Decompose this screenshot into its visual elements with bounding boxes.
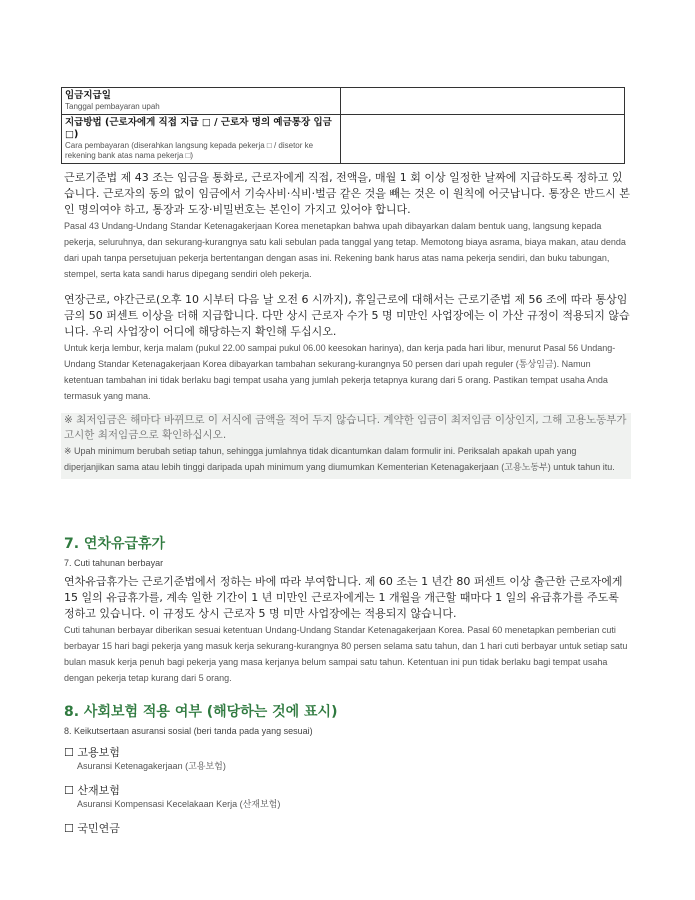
employment-insurance-ko: 고용보험 <box>77 746 120 759</box>
wage-principle-ko: 근로기준법 제 43 조는 임금을 통화로, 근로자에게 직접, 전액을, 매월 1 회 이상 일정한 날짜에 지급하도록 정하고 있습니다. 근로자의 동의 없이 임금에서 기숙사비·식비·벌금 같은 것을 빼는 것은 이 원칙에 어긋납니다. 통장은 반드시 본인 명의여야 하고, 통장과 도장·비밀번호는 본인이 가지고 있어야 합니다. <box>64 171 630 216</box>
table-row <box>62 88 625 115</box>
overtime-id: Untuk kerja lembur, kerja malam (pukul 22.00 sampai pukul 06.00 keesokan harinya), dan kerja pada hari libur, menurut Pasal 56 Undang-Undang Standar Ketenagakerjaan Korea dibayarkan tambahan sekurang-kurangnya 50 persen dari upah reguler (통상임금). Namun ketentuan tambahan ini tidak berlaku bagi tempat usaha yang jumlah pekerja tetapnya kurang dari 5 orang. Pastikan tempat usaha Anda termasuk yang mana. <box>64 343 616 401</box>
section-8-title: 8. 사회보험 적용 여부 (해당하는 것에 표시) <box>64 704 338 720</box>
checkbox-icon[interactable]: ☐ <box>64 784 74 797</box>
overtime-ko: 연장근로, 야간근로(오후 10 시부터 다음 날 오전 6 시까지), 휴일근로에 대해서는 근로기준법 제 56 조에 따라 통상임금의 50 퍼센트 이상을 더해 지급합니다. 다만 상시 근로자 수가 5 명 미만인 사업장에는 이 가산 규정이 적용되지 않습니다. 우리 사업장이 어디에 해당하는지 확인해 두십시오. <box>64 293 630 338</box>
wage-principle-paragraph <box>64 170 632 282</box>
wage-payment-table <box>61 87 625 164</box>
payday-label-id: Tanggal pembayaran upah <box>65 102 160 111</box>
annual-leave-id: Cuti tahunan berbayar diberikan sesuai ketentuan Undang-Undang Standar Ketenagakerjaan Korea. Pasal 60 menetapkan pemberian cuti berbayar 15 hari bagi pekerja yang masuk kerja sekurang-kurangnya 80 persen selama satu tahun, dan 1 hari cuti berbayar untuk setiap satu bulan masuk kerja penuh bagi pekerja yang masa kerjanya belum sampai satu tahun. Ketentuan ini pun tidak berlaku bagi tempat usaha dengan pekerja tetap kurang dari 5 orang. <box>64 625 628 683</box>
annual-leave-ko: 연차유급휴가는 근로기준법에서 정하는 바에 따라 부여합니다. 제 60 조는 1 년간 80 퍼센트 이상 출근한 근로자에게 15 일의 유급휴가를, 계속 일한 기간이 1 년 미만인 근로자에게는 1 개월을 개근할 때마다 1 일의 유급휴가를 주도록 정하고 있습니다. 이 규정도 상시 근로자 5 명 미만 사업장에는 적용되지 않습니다. <box>64 575 623 620</box>
wage-principle-id: Pasal 43 Undang-Undang Standar Ketenagakerjaan Korea menetapkan bahwa upah dibayarkan dalam bentuk uang, langsung kepada pekerja, seluruhnya, dan sekurang-kurangnya satu kali sebulan pada tanggal yang tetap. Memotong biaya asrama, biaya makan, atau denda dari upah tanpa persetujuan pekerja bertentangan dengan asas ini. Rekening bank harus atas nama pekerja sendiri, dan buku tabungan, stempel, serta kata sandi harus dipegang sendiri oleh pekerja. <box>64 221 626 279</box>
payment-method-value-cell[interactable] <box>341 115 625 164</box>
table-row <box>62 115 625 164</box>
payday-value-cell[interactable] <box>341 88 625 115</box>
checkbox-icon[interactable]: ☐ <box>64 822 74 835</box>
payday-label-ko: 임금지급일 <box>65 90 111 101</box>
minimum-wage-note-ko: ※ 최저임금은 해마다 바뀌므로 이 서식에 금액을 적어 두지 않습니다. 계약한 임금이 최저임금 이상인지, 그해 고용노동부가 고시한 최저임금으로 확인하십시오. <box>64 414 627 441</box>
section-7-title: 7. 연차유급휴가 <box>64 536 166 552</box>
industrial-accident-insurance-option[interactable] <box>64 784 280 810</box>
national-pension-ko: 국민연금 <box>77 822 120 835</box>
industrial-accident-insurance-id: Asuransi Kompensasi Kecelakaan Kerja (산재보험) <box>77 799 281 809</box>
employment-insurance-id: Asuransi Ketenagakerjaan (고용보험) <box>77 761 226 771</box>
payment-method-label-cell <box>62 115 341 164</box>
minimum-wage-note <box>61 413 631 479</box>
industrial-accident-insurance-ko: 산재보험 <box>77 784 120 797</box>
overtime-paragraph <box>64 292 632 404</box>
payday-label-cell <box>62 88 341 115</box>
national-pension-option[interactable] <box>64 822 120 836</box>
checkbox-icon[interactable]: ☐ <box>64 746 74 759</box>
minimum-wage-note-id: ※ Upah minimum berubah setiap tahun, sehingga jumlahnya tidak dicantumkan dalam formulir ini. Periksalah apakah upah yang diperjanjikan sama atau lebih tinggi daripada upah minimum yang diumumkan Kementerian Ketenagakerjaan (고용노동부) untuk tahun itu. <box>64 446 615 472</box>
section-8-subtitle: 8. Keikutsertaan asuransi sosial (beri tanda pada yang sesuai) <box>64 726 313 736</box>
employment-insurance-option[interactable] <box>64 746 226 772</box>
national-pension-label <box>64 822 120 836</box>
payment-method-label-id: Cara pembayaran (diserahkan langsung kepada pekerja □ / disetor ke rekening bank atas nama pekerja □) <box>65 141 314 160</box>
section-7-subtitle: 7. Cuti tahunan berbayar <box>64 558 164 568</box>
annual-leave-paragraph <box>64 574 632 686</box>
industrial-accident-insurance-label <box>64 784 280 798</box>
employment-insurance-label <box>64 746 226 760</box>
payment-method-label-ko: 지급방법 (근로자에게 직접 지급 □ / 근로자 명의 예금통장 입금 □) <box>65 117 332 140</box>
